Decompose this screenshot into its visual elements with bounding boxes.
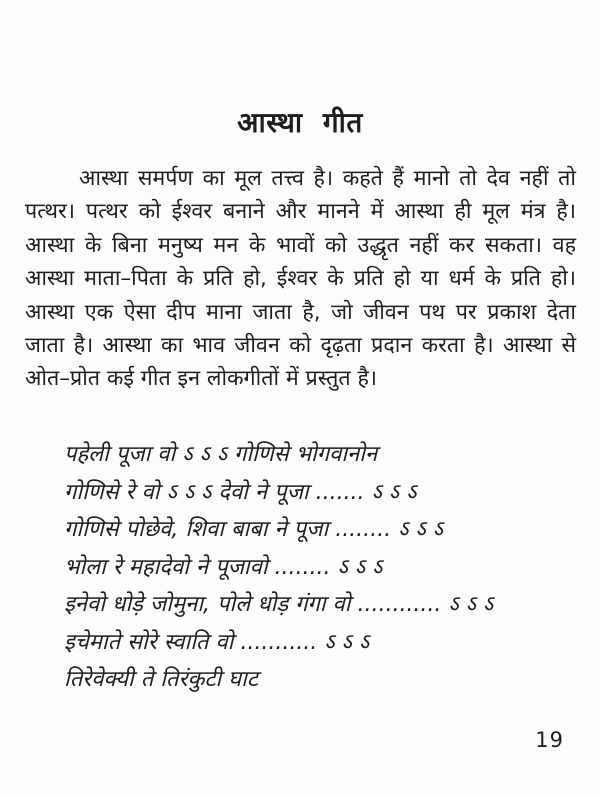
verse-line: गोणिसे पोछेवे, शिवा बाबा ने पूजा ........ ऽ ऽ ऽ [64,517,443,542]
page-title: आस्था गीत [237,106,363,139]
verse-block [64,436,580,699]
verse-line: गोणिसे रे वो ऽ ऽ ऽ देवो ने पूजा ....... ऽ ऽ ऽ [64,479,417,505]
page-number: 19 [535,728,564,752]
verse-line: इचेमाते सोरे स्वाति वो ........... ऽ ऽ ऽ [64,629,370,655]
verse-line: भोला रे महादेवो ने पूजावो ........ ऽ ऽ ऽ [64,554,383,580]
verse-line: पहेली पूजा वो ऽ ऽ ऽ गोणिसे भोगवानोन [64,442,378,467]
intro-paragraph: आस्था समर्पण का मूल तत्त्व है। कहते हैं मानो तो देव नहीं तो पत्थर। पत्थर को ईश्वर बनाने और मानने में आस्था ही मूल मंत्र है। आस्था के बिना मनुष्य मन के भावों को उद्धृत नहीं कर सकता। वह आस्था माता–पिता के प्रति हो, ईश्वर के प्रति हो या धर्म के प्रति हो। आस्था एक ऐसा दीप माना जाता है, जो जीवन पथ पर प्रकाश देता जाता है। आस्था का भाव जीवन को दृढ़ता प्रदान करता है। आस्था से ओत–प्रोत कई गीत इन लोकगीतों में प्रस्तुत है। [25,166,576,392]
verse-line: तिरेवेक्यी ते तिरंकुटी घाट [64,667,258,692]
verse-line: इनेवो धोड़े जोमुना, पोले धोड़ गंगा वो ............ ऽ ऽ ऽ [64,592,494,617]
